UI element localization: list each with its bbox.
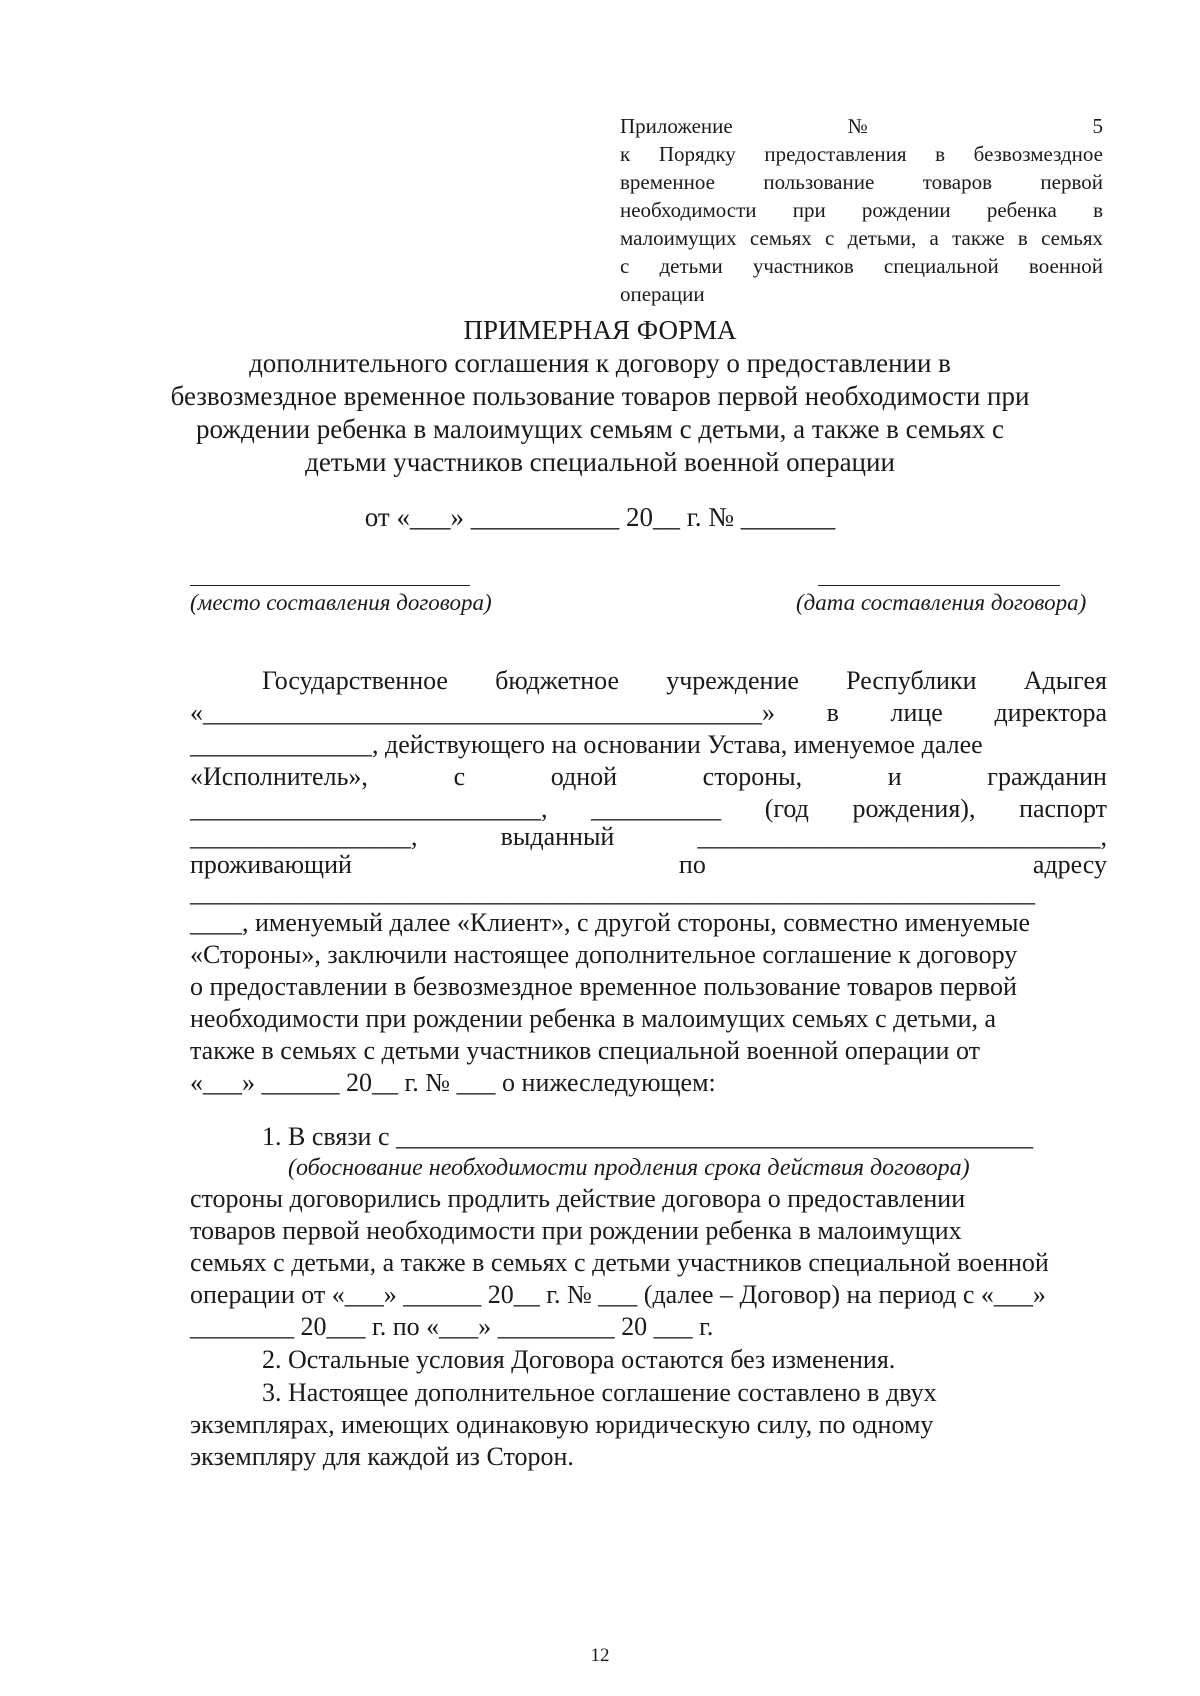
preamble-line [190,850,1107,880]
preamble-line [190,698,1107,728]
birth-year-blank: __________ [591,794,722,823]
preamble-line: о предоставлении в безвозмездное временное пользование товаров первой [190,972,1017,1001]
subtitle-line: рождении ребенка в малоимущих семьям с детьми, а также в семьях с [195,414,1005,444]
clause-1-line: стороны договорились продлить действие договора о предоставлении [190,1184,966,1213]
clause-1-line: товаров первой необходимости при рождении ребенка в малоимущих [190,1216,962,1245]
agreement-date-line: от «___» ___________ 20__ г. № _______ [364,502,836,532]
word: адресу [1032,850,1107,879]
address-blank: _________________________________________________________________ [190,878,1035,907]
preamble-line [262,666,1107,696]
word: «Исполнитель», [190,762,368,791]
word: стороны, [702,762,803,791]
word: учреждение [666,666,799,695]
subtitle-line: дополнительного соглашения к договору о предоставлении в [249,348,951,378]
issued-by-blank: _______________________________, [697,822,1107,851]
word: лице [890,698,943,727]
page-number: 12 [590,1645,610,1666]
word: и [887,762,902,791]
institution-name-blank: «___________________________________________» [190,698,775,727]
appendix-line: к Порядку предоставления в безвозмездное [620,142,1103,166]
date-caption: (дата составления договора) [796,590,1087,615]
preamble-line: ______________, действующего на основании Устава, именуемое далее [190,730,983,759]
date-underline [818,585,1060,586]
clause-1-lead: 1. В связи с _________________________________________________ [262,1122,1033,1151]
clause-1-line: семьях с детьми, а также в семьях с детьми участников специальной военной [190,1248,1049,1277]
word: Республики [846,666,977,695]
appendix-line: операции [620,282,705,306]
preamble-line: необходимости при рождении ребенка в малоимущих семьях с детьми, а [190,1004,997,1033]
clause-3-line: экземплярах, имеющих одинаковую юридическую силу, по одному [190,1410,934,1439]
word: проживающий [190,850,352,879]
clause-1-line: операции от «___» ______ 20__ г. № ___ (далее – Договор) на период с «___» [190,1280,1046,1309]
word: рождения), [852,794,976,823]
subtitle-line: детьми участников специальной военной операции [305,447,895,477]
preamble-line: «Стороны», заключили настоящее дополнительное соглашение к договору [190,940,1018,969]
word: одной [550,762,618,791]
preamble-line [190,762,1107,792]
appendix-line: временное пользование товаров первой [620,170,1103,194]
subtitle-line: безвозмездное временное пользование товаров первой необходимости при [170,381,1030,411]
word: гражданин [987,762,1107,791]
clause-1-caption: (обоснование необходимости продления срока действия договора) [288,1155,970,1181]
place-caption: (место составления договора) [190,590,492,615]
word: (год [764,794,809,823]
appendix-line: с детьми участников специальной военной [620,254,1103,278]
word: в [826,698,839,727]
appendix-line: Приложение № 5 [620,114,1103,138]
word: Адыгея [1023,666,1107,695]
passport-blank: _________________, [190,822,418,851]
preamble-line: ____, именуемый далее «Клиент», с другой стороны, совместно именуемые [190,908,1031,937]
citizen-name-blank: ___________________________, [190,794,548,823]
appendix-line: малоимущих семьях с детьми, а также в семьях [620,226,1103,250]
preamble-line [190,822,1107,852]
clause-2: 2. Остальные условия Договора остаются без изменения. [262,1345,896,1374]
document-heading: ПРИМЕРНАЯ ФОРМА [463,315,737,345]
word: Государственное [262,666,448,695]
clause-3-line: экземпляру для каждой из Сторон. [190,1442,574,1471]
word: бюджетное [495,666,620,695]
place-underline [190,585,470,586]
preamble-line [190,794,1107,824]
word: по [678,850,706,879]
appendix-block [620,112,1103,308]
word: паспорт [1019,794,1107,823]
clause-1-line: ________ 20___ г. по «___» _________ 20 ___ г. [190,1312,714,1341]
clause-3-line: 3. Настоящее дополнительное соглашение составлено в двух [262,1378,937,1407]
word: с [453,762,466,791]
appendix-line: необходимости при рождении ребенка в [620,198,1103,222]
preamble-line: «___» ______ 20__ г. № ___ о нижеследующем: [190,1068,716,1097]
word: выданный [500,822,615,851]
word: директора [994,698,1107,727]
preamble-line: также в семьях с детьми участников специальной военной операции от [190,1036,980,1065]
